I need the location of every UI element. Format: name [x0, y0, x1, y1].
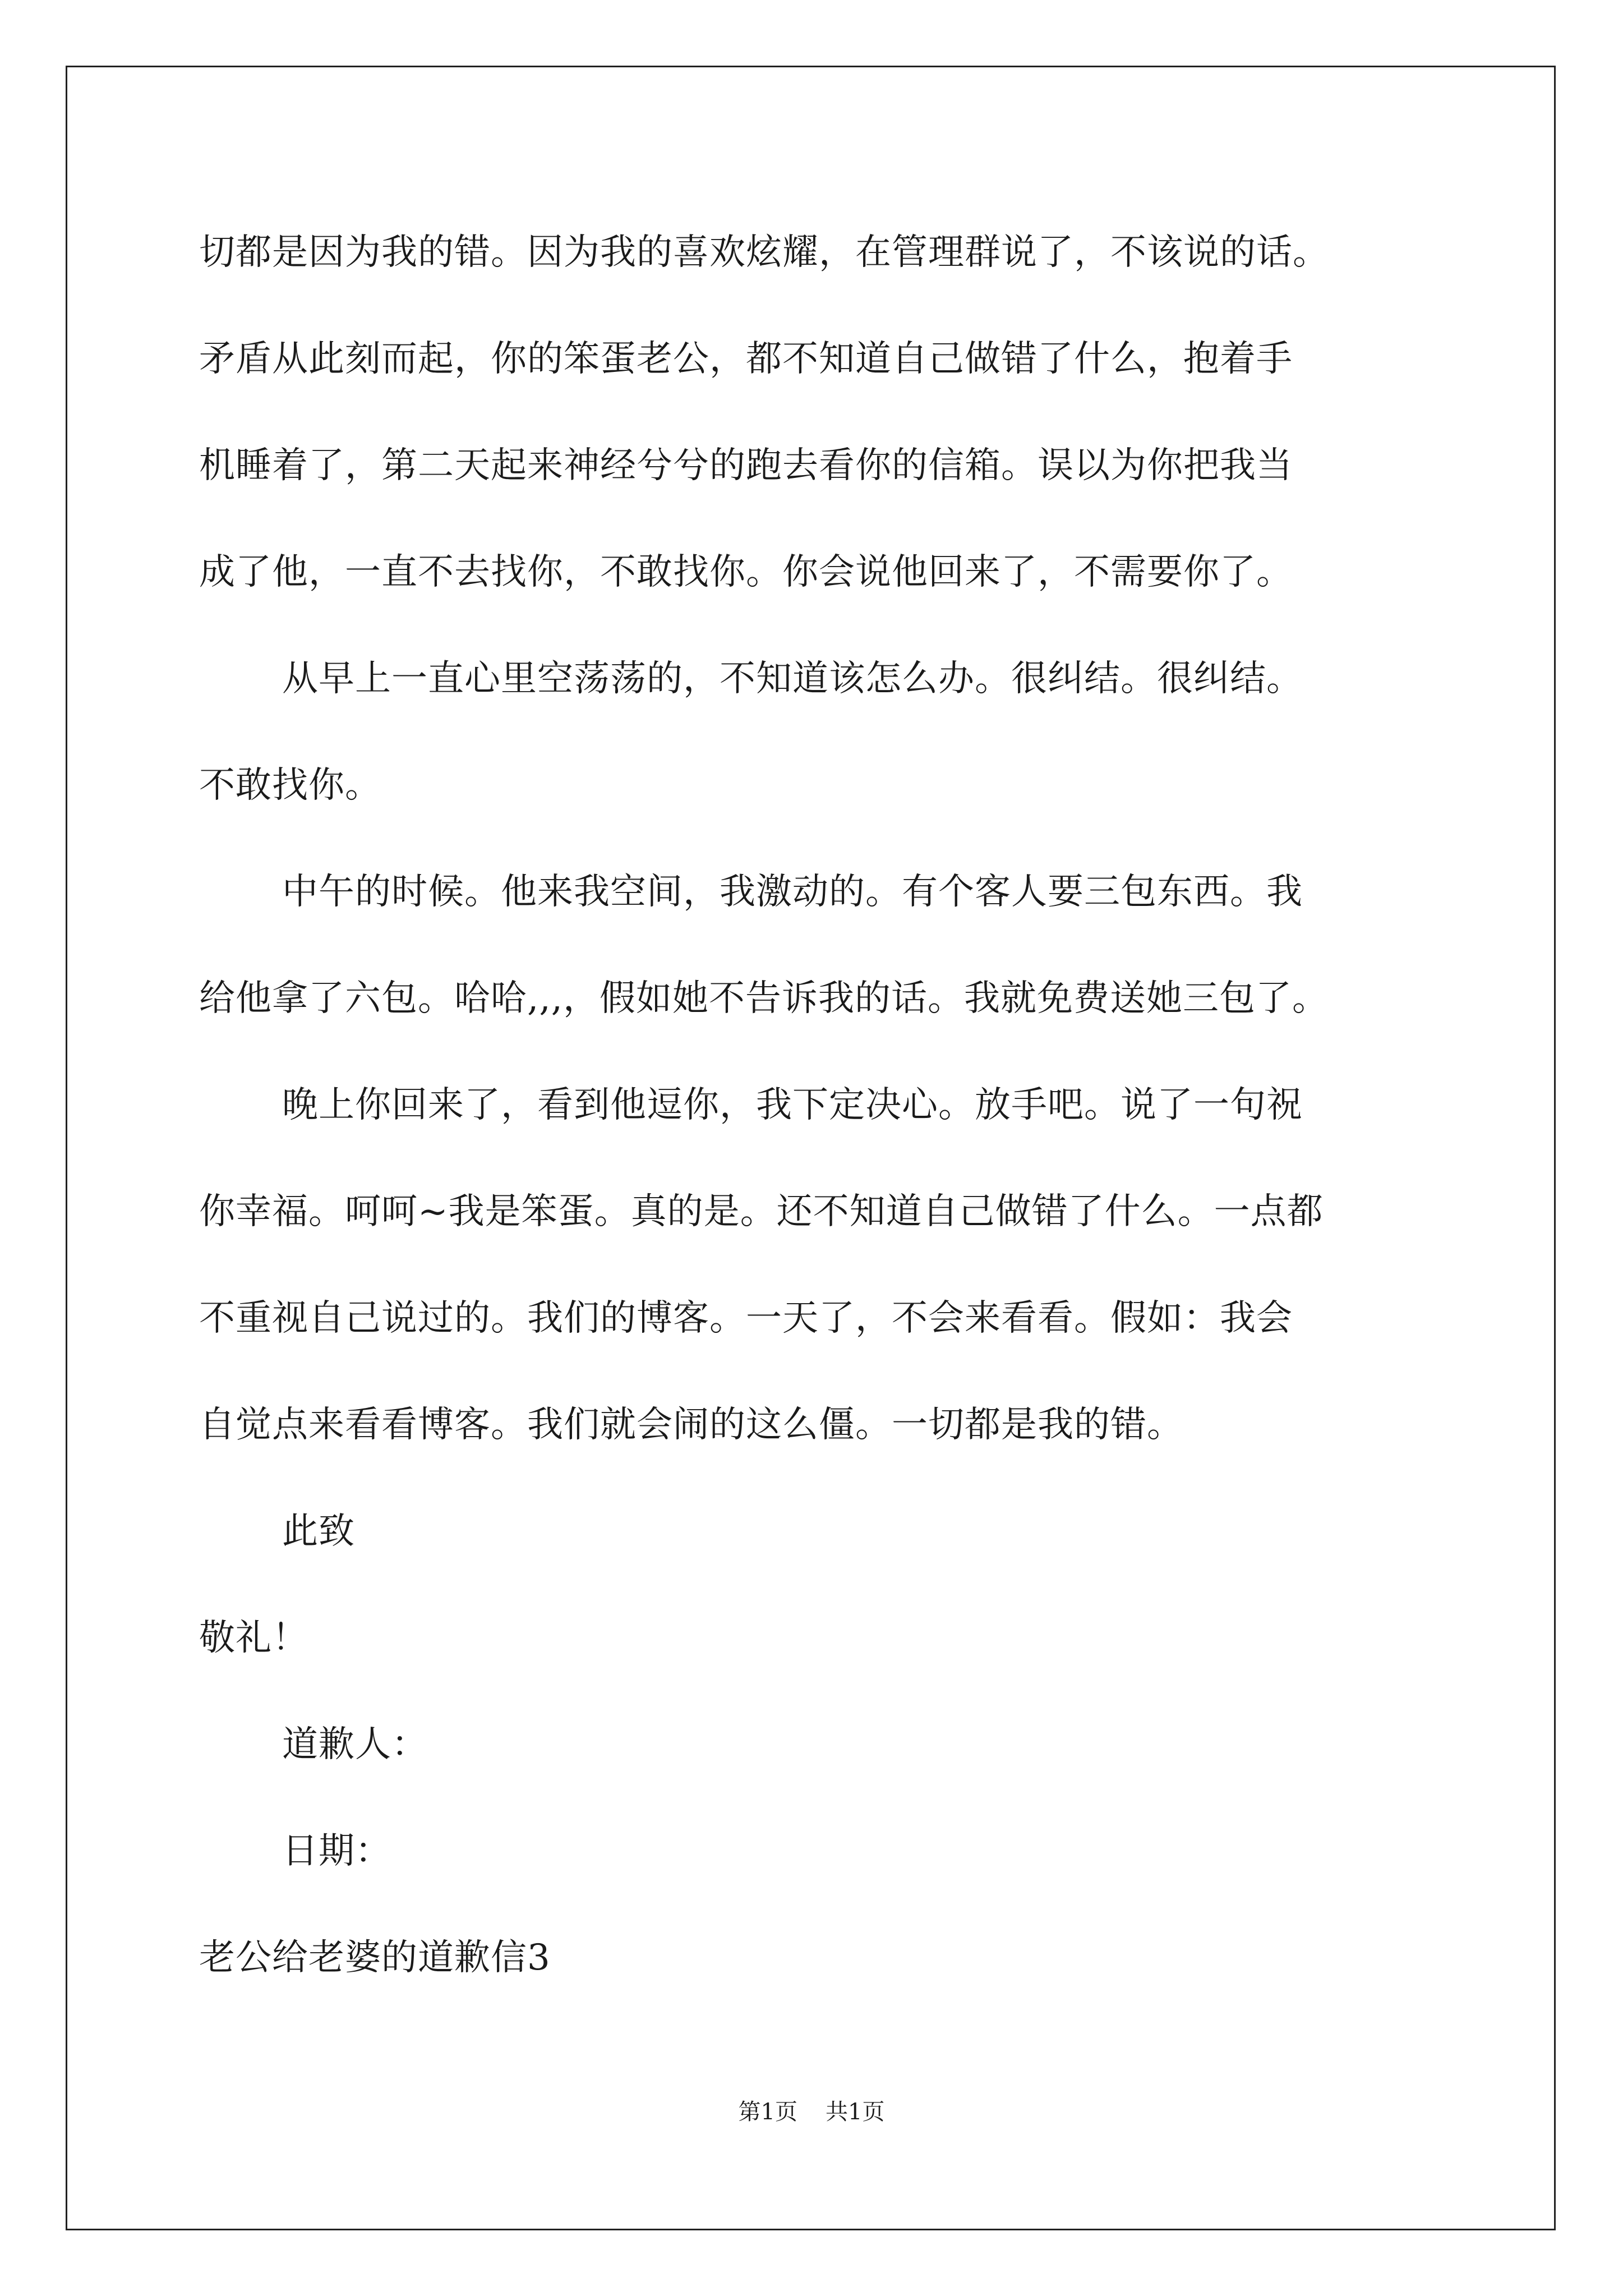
text-line: 中午的时候。他来我空间，我激动的。有个客人要三包东西。我	[282, 871, 1303, 913]
section-title: 老公给老婆的道歉信3	[199, 1937, 551, 1978]
text-line: 机睡着了，第二天起来神经兮兮的跑去看你的信箱。误以为你把我当	[199, 445, 1293, 486]
page-footer	[0, 2095, 1623, 2129]
text-line: 切都是因为我的错。因为我的喜欢炫耀，在管理群说了，不该说的话。	[199, 232, 1329, 273]
text-line: 成了他，一直不去找你，不敢找你。你会说他回来了，不需要你了。	[199, 551, 1293, 593]
closing-respect: 敬礼！	[199, 1617, 308, 1659]
document-body	[199, 199, 1433, 2011]
date-label: 日期：	[282, 1830, 391, 1872]
page-number: 第1页	[738, 2099, 797, 2125]
text-line: 矛盾从此刻而起，你的笨蛋老公，都不知道自己做错了什么，抱着手	[199, 338, 1293, 380]
text-line: 不敢找你。	[199, 765, 381, 806]
text-line: 从早上一直心里空荡荡的，不知道该怎么办。很纠结。很纠结。	[282, 658, 1303, 700]
text-line: 自觉点来看看博客。我们就会闹的这么僵。一切都是我的错。	[199, 1404, 1183, 1446]
text-line: 晚上你回来了，看到他逗你，我下定决心。放手吧。说了一句祝	[282, 1084, 1303, 1126]
text-line: 你幸福。呵呵~我是笨蛋。真的是。还不知道自己做错了什么。一点都	[199, 1191, 1324, 1232]
page-total: 共1页	[826, 2099, 885, 2125]
text-line: 不重视自己说过的。我们的博客。一天了，不会来看看。假如：我会	[199, 1297, 1293, 1339]
closing-salutation: 此致	[282, 1511, 355, 1552]
text-line: 给他拿了六包。哈哈,,,，假如她不告诉我的话。我就免费送她三包了。	[199, 978, 1329, 1019]
signature-label: 道歉人：	[282, 1724, 428, 1765]
